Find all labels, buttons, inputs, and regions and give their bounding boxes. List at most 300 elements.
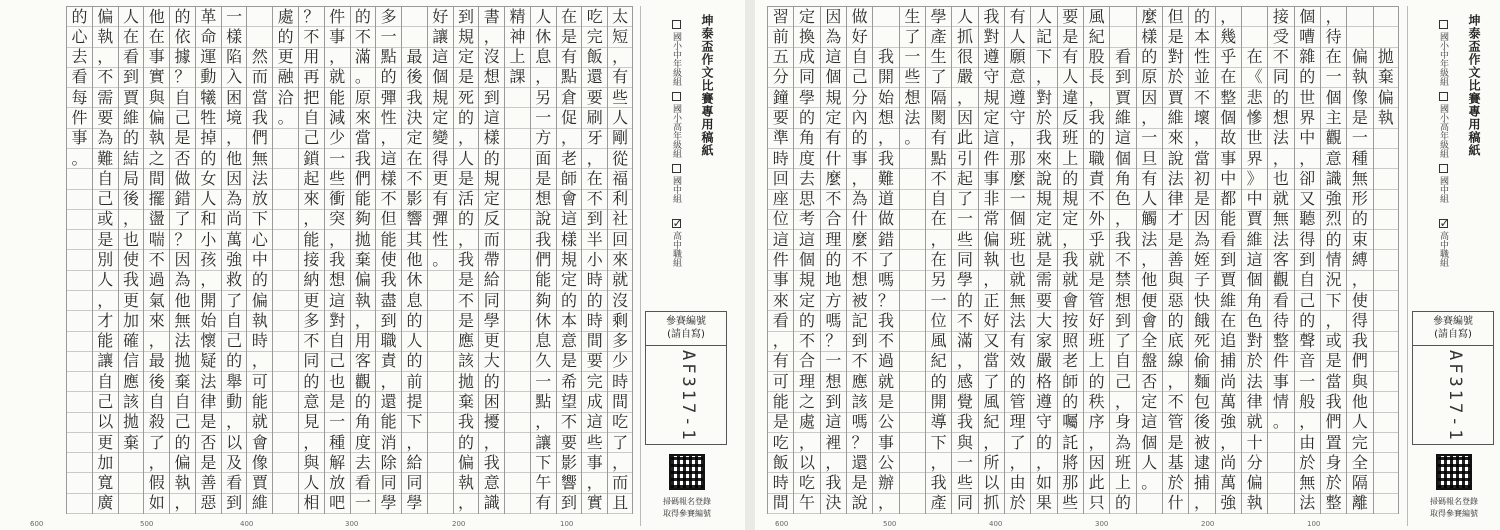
grid-cell: 更 bbox=[119, 291, 144, 311]
grid-cell: 棄 bbox=[454, 392, 479, 412]
grid-cell: 善 bbox=[196, 473, 221, 493]
checkbox[interactable] bbox=[1439, 164, 1448, 173]
grid-cell: ， bbox=[479, 27, 504, 47]
grid-cell: 動 bbox=[222, 392, 247, 412]
grid-cell bbox=[428, 433, 453, 453]
manuscript-sheet-right bbox=[755, 0, 1500, 530]
grid-cell: 也 bbox=[119, 230, 144, 250]
grid-cell: 色 bbox=[1242, 311, 1267, 331]
grid-cell: 是 bbox=[93, 230, 118, 250]
grid-cell: 這 bbox=[1110, 129, 1135, 149]
grid-cell bbox=[1347, 27, 1372, 47]
grid-cell: 下 bbox=[1031, 48, 1056, 68]
grid-cell: 局 bbox=[119, 169, 144, 189]
grid-cell: 為 bbox=[847, 190, 872, 210]
grid-cell: 有 bbox=[428, 190, 453, 210]
grid-cell: 幾 bbox=[1216, 27, 1241, 47]
grid-cell: 乎 bbox=[1216, 48, 1241, 68]
grid-cell: 本 bbox=[557, 311, 582, 331]
checkbox-checked[interactable] bbox=[1439, 219, 1448, 228]
grid-cell: 他 bbox=[1347, 392, 1372, 412]
grid-cell: 風 bbox=[1084, 6, 1109, 27]
grid-cell: 看 bbox=[119, 48, 144, 68]
grid-cell: 事 bbox=[582, 453, 607, 473]
grid-cell bbox=[900, 230, 925, 250]
grid-cell: 的 bbox=[351, 6, 376, 27]
grid-cell: 是 bbox=[170, 129, 195, 149]
grid-cell: 的 bbox=[1084, 372, 1109, 392]
entry-id-label: 參賽編號 (請自寫) bbox=[1412, 311, 1494, 345]
grid-cell: 形 bbox=[1347, 190, 1372, 210]
grid-cell: ， bbox=[376, 372, 401, 392]
grid-cell: 後 bbox=[119, 190, 144, 210]
grid-column bbox=[1057, 6, 1083, 514]
grid-cell: 要 bbox=[582, 88, 607, 108]
grid-cell: ， bbox=[531, 68, 556, 88]
grid-column bbox=[66, 6, 92, 514]
grid-cell: 就 bbox=[325, 68, 350, 88]
grid-column bbox=[92, 6, 118, 514]
grid-cell: 同 bbox=[402, 473, 427, 493]
grid-cell: 他 bbox=[144, 6, 169, 27]
grid-cell bbox=[505, 271, 530, 291]
grid-cell bbox=[900, 453, 925, 473]
grid-cell: 我 bbox=[1321, 392, 1346, 412]
grid-cell: 我 bbox=[979, 6, 1004, 27]
grid-cell: 執 bbox=[247, 311, 272, 331]
grid-cell: 看 bbox=[351, 473, 376, 493]
grid-cell: 運 bbox=[196, 48, 221, 68]
grid-cell: 事 bbox=[1216, 149, 1241, 169]
grid-cell: 麼 bbox=[821, 169, 846, 189]
grid-cell bbox=[273, 332, 298, 352]
grid-cell bbox=[900, 473, 925, 493]
grid-cell bbox=[1374, 149, 1398, 169]
grid-cell: 來 bbox=[1031, 149, 1056, 169]
grid-cell: 了 bbox=[926, 68, 951, 88]
grid-cell: 只 bbox=[1084, 494, 1109, 514]
ruler-mark: 300 bbox=[1095, 520, 1109, 528]
grid-cell bbox=[273, 291, 298, 311]
grid-cell bbox=[1374, 210, 1398, 230]
grid-cell: 無 bbox=[170, 311, 195, 331]
grid-cell: 都 bbox=[1216, 190, 1241, 210]
grid-cell: 像 bbox=[247, 453, 272, 473]
grid-cell: 否 bbox=[196, 433, 221, 453]
grid-cell: 自 bbox=[1110, 352, 1135, 372]
grid-cell: 託 bbox=[1058, 433, 1083, 453]
grid-cell: 當 bbox=[979, 352, 1004, 372]
grid-cell: 外 bbox=[1084, 210, 1109, 230]
grid-cell bbox=[273, 433, 298, 453]
grid-cell: 且 bbox=[608, 494, 632, 514]
grid-cell: 息 bbox=[402, 291, 427, 311]
grid-cell: 與 bbox=[144, 88, 169, 108]
grid-cell: 客 bbox=[1268, 250, 1293, 270]
grid-cell: 遵 bbox=[1005, 88, 1030, 108]
grid-cell: 理 bbox=[821, 230, 846, 250]
grid-cell: 神 bbox=[505, 27, 530, 47]
grid-cell: 還 bbox=[847, 453, 872, 473]
grid-cell: 乎 bbox=[1084, 230, 1109, 250]
grid-cell: 不 bbox=[376, 190, 401, 210]
grid-cell: 不 bbox=[847, 352, 872, 372]
grid-cell: 刷 bbox=[582, 108, 607, 128]
grid-cell: 的 bbox=[376, 68, 401, 88]
grid-cell bbox=[273, 372, 298, 392]
grid-cell: 這 bbox=[376, 149, 401, 169]
grid-cell: 我 bbox=[531, 230, 556, 250]
grid-cell: 到 bbox=[376, 311, 401, 331]
grid-cell: 責 bbox=[1084, 169, 1109, 189]
grid-cell bbox=[1374, 372, 1398, 392]
grid-cell: 長 bbox=[1084, 68, 1109, 88]
grid-cell: 是 bbox=[1163, 230, 1188, 250]
grid-cell: 得 bbox=[1295, 230, 1320, 250]
grid-cell: 過 bbox=[144, 271, 169, 291]
grid-cell: 寬 bbox=[93, 473, 118, 493]
grid-cell: 偏 bbox=[93, 6, 118, 27]
grid-cell bbox=[505, 473, 530, 493]
grid-cell: 沒 bbox=[608, 291, 632, 311]
grid-cell: 此 bbox=[952, 129, 977, 149]
grid-cell bbox=[505, 108, 530, 128]
grid-cell: 聽 bbox=[1295, 210, 1320, 230]
grid-cell bbox=[428, 352, 453, 372]
grid-cell: 法 bbox=[1163, 169, 1188, 189]
grid-cell: 見 bbox=[299, 413, 324, 433]
category-item[interactable]: 國小中年級組 bbox=[1438, 20, 1448, 86]
grid-cell: 休 bbox=[402, 271, 427, 291]
grid-cell: 於 bbox=[1295, 453, 1320, 473]
grid-cell: 置 bbox=[1321, 433, 1346, 453]
grid-cell: 有 bbox=[1005, 332, 1030, 352]
grid-cell: 準 bbox=[768, 129, 793, 149]
grid-cell: 拋 bbox=[1374, 48, 1398, 68]
grid-cell: ， bbox=[1005, 129, 1030, 149]
grid-cell: 事 bbox=[67, 129, 92, 149]
grid-cell bbox=[428, 392, 453, 412]
grid-cell bbox=[428, 332, 453, 352]
grid-cell: 能 bbox=[325, 88, 350, 108]
grid-cell bbox=[1374, 169, 1398, 189]
grid-cell: 便 bbox=[1137, 291, 1162, 311]
grid-cell: 更 bbox=[273, 48, 298, 68]
grid-column bbox=[427, 6, 453, 514]
grid-column bbox=[298, 6, 324, 514]
grid-cell: 懷 bbox=[196, 332, 221, 352]
grid-cell: 洽 bbox=[273, 88, 298, 108]
grid-cell bbox=[273, 149, 298, 169]
grid-cell: 執 bbox=[1374, 108, 1398, 128]
grid-cell bbox=[873, 27, 898, 47]
grid-cell: 擾 bbox=[479, 413, 504, 433]
grid-cell: 規 bbox=[1031, 190, 1056, 210]
grid-cell: 人 bbox=[1031, 6, 1056, 27]
grid-cell bbox=[900, 352, 925, 372]
grid-cell: 強 bbox=[1216, 494, 1241, 514]
grid-cell: 基 bbox=[1163, 453, 1188, 473]
grid-cell: 角 bbox=[351, 413, 376, 433]
grid-cell: 我 bbox=[873, 311, 898, 331]
grid-cell bbox=[900, 372, 925, 392]
form-title: 坤泰盃作文比賽專用稿紙 bbox=[700, 14, 714, 157]
grid-cell: 管 bbox=[1005, 392, 1030, 412]
category-item[interactable]: 國小高年級組 bbox=[1438, 92, 1448, 158]
grid-cell: 之 bbox=[794, 392, 819, 412]
category-item[interactable]: ✓高中職組 bbox=[671, 219, 681, 267]
grid-cell: 做 bbox=[170, 169, 195, 189]
grid-cell: 中 bbox=[1216, 169, 1241, 189]
grid-cell bbox=[900, 190, 925, 210]
ruler-mark: 200 bbox=[1201, 520, 1215, 528]
grid-cell: 原 bbox=[351, 88, 376, 108]
grid-cell: 偷 bbox=[1189, 352, 1214, 372]
grid-cell: 是 bbox=[768, 413, 793, 433]
grid-cell: 我 bbox=[1347, 332, 1372, 352]
grid-cell bbox=[505, 190, 530, 210]
grid-cell: 不 bbox=[299, 332, 324, 352]
grid-cell: ， bbox=[1163, 372, 1188, 392]
grid-cell: 願 bbox=[1005, 48, 1030, 68]
grid-cell: 來 bbox=[351, 108, 376, 128]
grid-cell: ， bbox=[196, 271, 221, 291]
grid-cell: 規 bbox=[479, 169, 504, 189]
grid-cell: 不 bbox=[557, 413, 582, 433]
grid-cell: 學 bbox=[376, 494, 401, 514]
grid-cell: 合 bbox=[794, 352, 819, 372]
grid-cell: 無 bbox=[1005, 291, 1030, 311]
grid-cell: 應 bbox=[847, 372, 872, 392]
grid-cell: 完 bbox=[582, 27, 607, 47]
grid-cell: 我 bbox=[873, 149, 898, 169]
grid-cell: 在 bbox=[557, 6, 582, 27]
checkbox[interactable] bbox=[672, 164, 681, 173]
grid-cell: 的 bbox=[1110, 494, 1135, 514]
grid-cell: 會 bbox=[247, 433, 272, 453]
grid-cell: 界 bbox=[1242, 149, 1267, 169]
grid-cell: 才 bbox=[1163, 210, 1188, 230]
ruler-mark: 400 bbox=[989, 520, 1003, 528]
grid-cell: 鐘 bbox=[768, 88, 793, 108]
grid-cell bbox=[900, 291, 925, 311]
grid-cell: 按 bbox=[1058, 311, 1083, 331]
grid-cell: 倉 bbox=[557, 88, 582, 108]
grid-cell: ， bbox=[1110, 210, 1135, 230]
checkbox-checked[interactable] bbox=[672, 219, 681, 228]
grid-cell: 這 bbox=[325, 291, 350, 311]
grid-cell: 學 bbox=[926, 6, 951, 27]
grid-cell: 座 bbox=[768, 190, 793, 210]
grid-cell: 身 bbox=[1321, 453, 1346, 473]
grid-cell: 夠 bbox=[351, 210, 376, 230]
grid-cell: 規 bbox=[821, 88, 846, 108]
grid-cell bbox=[67, 250, 92, 270]
grid-cell: 的 bbox=[402, 311, 427, 331]
grid-cell: 我 bbox=[1110, 230, 1135, 250]
grid-cell: 吃 bbox=[608, 413, 632, 433]
category-item[interactable]: ✓高中職組 bbox=[1438, 219, 1448, 267]
grid-cell: 種 bbox=[1347, 149, 1372, 169]
grid-cell bbox=[873, 6, 898, 27]
grid-cell: 於 bbox=[1005, 494, 1030, 514]
grid-cell: 想 bbox=[1110, 291, 1135, 311]
grid-cell: 短 bbox=[608, 27, 632, 47]
grid-cell: 什 bbox=[821, 149, 846, 169]
grid-cell: 因 bbox=[170, 250, 195, 270]
grid-cell: 用 bbox=[351, 332, 376, 352]
grid-cell: 學 bbox=[794, 88, 819, 108]
grid-cell: 衝 bbox=[325, 190, 350, 210]
grid-cell bbox=[67, 433, 92, 453]
grid-cell bbox=[67, 210, 92, 230]
grid-cell: 由 bbox=[1005, 473, 1030, 493]
grid-cell: ， bbox=[1058, 230, 1083, 250]
grid-cell: 我 bbox=[376, 271, 401, 291]
grid-column bbox=[221, 6, 247, 514]
grid-cell: 讓 bbox=[428, 27, 453, 47]
grid-cell: 偏 bbox=[1374, 88, 1398, 108]
grid-cell: 無 bbox=[1295, 473, 1320, 493]
grid-cell: 可 bbox=[247, 372, 272, 392]
grid-cell: 中 bbox=[1242, 190, 1267, 210]
grid-cell: 的 bbox=[170, 6, 195, 27]
grid-column bbox=[1162, 6, 1188, 514]
checkbox[interactable] bbox=[1439, 92, 1448, 101]
grid-cell bbox=[505, 413, 530, 433]
grid-cell: 的 bbox=[1347, 210, 1372, 230]
grid-cell: 息 bbox=[531, 48, 556, 68]
grid-cell: 間 bbox=[608, 392, 632, 412]
grid-cell: 人 bbox=[608, 108, 632, 128]
grid-cell: 盡 bbox=[376, 291, 401, 311]
grid-cell: 心 bbox=[67, 27, 92, 47]
grid-cell: 己 bbox=[170, 413, 195, 433]
grid-cell: 照 bbox=[1058, 332, 1083, 352]
grid-cell: 個 bbox=[821, 68, 846, 88]
grid-cell: 道 bbox=[873, 190, 898, 210]
grid-cell: 學 bbox=[479, 311, 504, 331]
grid-cell: 這 bbox=[768, 230, 793, 250]
grid-cell bbox=[1374, 453, 1398, 473]
grid-cell: 來 bbox=[144, 311, 169, 331]
grid-cell: 個 bbox=[1216, 108, 1241, 128]
grid-cell: 解 bbox=[325, 453, 350, 473]
entry-id-box[interactable] bbox=[1412, 345, 1494, 445]
grid-cell: 還 bbox=[582, 68, 607, 88]
grid-cell: 法 bbox=[1137, 230, 1162, 250]
category-item[interactable]: 國中組 bbox=[671, 164, 681, 203]
grid-cell: 子 bbox=[1189, 271, 1214, 291]
grid-cell bbox=[1374, 433, 1398, 453]
form-side-panel bbox=[1407, 6, 1499, 526]
grid-column bbox=[872, 6, 898, 514]
grid-cell: 定 bbox=[1137, 392, 1162, 412]
grid-cell bbox=[119, 453, 144, 473]
grid-cell: 點 bbox=[531, 392, 556, 412]
entry-id-box[interactable] bbox=[645, 345, 727, 445]
grid-cell bbox=[1374, 27, 1398, 47]
grid-cell bbox=[428, 473, 453, 493]
grid-cell bbox=[1268, 433, 1293, 453]
grid-cell: 最 bbox=[144, 352, 169, 372]
grid-cell: 下 bbox=[247, 210, 272, 230]
grid-cell: 規 bbox=[557, 250, 582, 270]
grid-cell: 些 bbox=[900, 68, 925, 88]
grid-cell: 我 bbox=[873, 48, 898, 68]
grid-cell: 能 bbox=[531, 271, 556, 291]
grid-cell: 包 bbox=[1189, 392, 1214, 412]
grid-cell: 變 bbox=[428, 129, 453, 149]
grid-cell: 從 bbox=[608, 149, 632, 169]
grid-cell bbox=[505, 332, 530, 352]
grid-cell: 一 bbox=[1295, 372, 1320, 392]
grid-cell: 樣 bbox=[557, 230, 582, 250]
grid-cell: ， bbox=[1295, 413, 1320, 433]
grid-cell: 點 bbox=[376, 48, 401, 68]
grid-cell bbox=[505, 88, 530, 108]
grid-cell: 隔 bbox=[1347, 473, 1372, 493]
grid-cell: 定 bbox=[979, 108, 1004, 128]
grid-cell bbox=[900, 169, 925, 189]
grid-cell: 分 bbox=[1242, 453, 1267, 473]
grid-cell: 想 bbox=[325, 271, 350, 291]
grid-cell: 自 bbox=[325, 332, 350, 352]
grid-column bbox=[246, 6, 272, 514]
grid-cell: 在 bbox=[1242, 48, 1267, 68]
grid-cell bbox=[1268, 494, 1293, 514]
grid-cell: 半 bbox=[582, 230, 607, 250]
grid-cell: 來 bbox=[608, 250, 632, 270]
grid-cell: ， bbox=[979, 271, 1004, 291]
grid-cell: 定 bbox=[1031, 210, 1056, 230]
grid-cell: 實 bbox=[582, 494, 607, 514]
checkbox[interactable] bbox=[1439, 20, 1448, 29]
checkbox[interactable] bbox=[672, 20, 681, 29]
grid-cell: 去 bbox=[794, 169, 819, 189]
grid-cell: ， bbox=[454, 230, 479, 250]
grid-cell: 多 bbox=[299, 311, 324, 331]
checkbox[interactable] bbox=[672, 92, 681, 101]
category-item[interactable]: 國小中年級組 bbox=[671, 20, 681, 86]
grid-cell: 壞 bbox=[1189, 108, 1214, 128]
grid-cell: 說 bbox=[1031, 169, 1056, 189]
grid-cell: 紀 bbox=[1084, 27, 1109, 47]
grid-cell: 十 bbox=[1242, 433, 1267, 453]
grid-cell: 使 bbox=[376, 250, 401, 270]
grid-cell: 而 bbox=[479, 230, 504, 250]
grid-cell: 想 bbox=[479, 68, 504, 88]
grid-cell: 錯 bbox=[170, 190, 195, 210]
grid-cell: 後 bbox=[144, 372, 169, 392]
category-item[interactable]: 國中組 bbox=[1438, 164, 1448, 203]
grid-cell: 要 bbox=[1031, 291, 1056, 311]
grid-cell: 個 bbox=[428, 68, 453, 88]
grid-cell: 有 bbox=[531, 494, 556, 514]
grid-cell: 了 bbox=[1110, 332, 1135, 352]
grid-cell: 老 bbox=[1058, 352, 1083, 372]
grid-cell: 拋 bbox=[351, 230, 376, 250]
grid-cell: 是 bbox=[454, 271, 479, 291]
grid-cell: 般 bbox=[1295, 392, 1320, 412]
grid-column bbox=[1267, 6, 1293, 514]
grid-cell: ， bbox=[979, 433, 1004, 453]
grid-cell: 因 bbox=[1137, 88, 1162, 108]
grid-cell: 執 bbox=[144, 129, 169, 149]
grid-cell: 在 bbox=[1321, 48, 1346, 68]
grid-cell: 麵 bbox=[1189, 372, 1214, 392]
category-item[interactable]: 國小高年級組 bbox=[671, 92, 681, 158]
